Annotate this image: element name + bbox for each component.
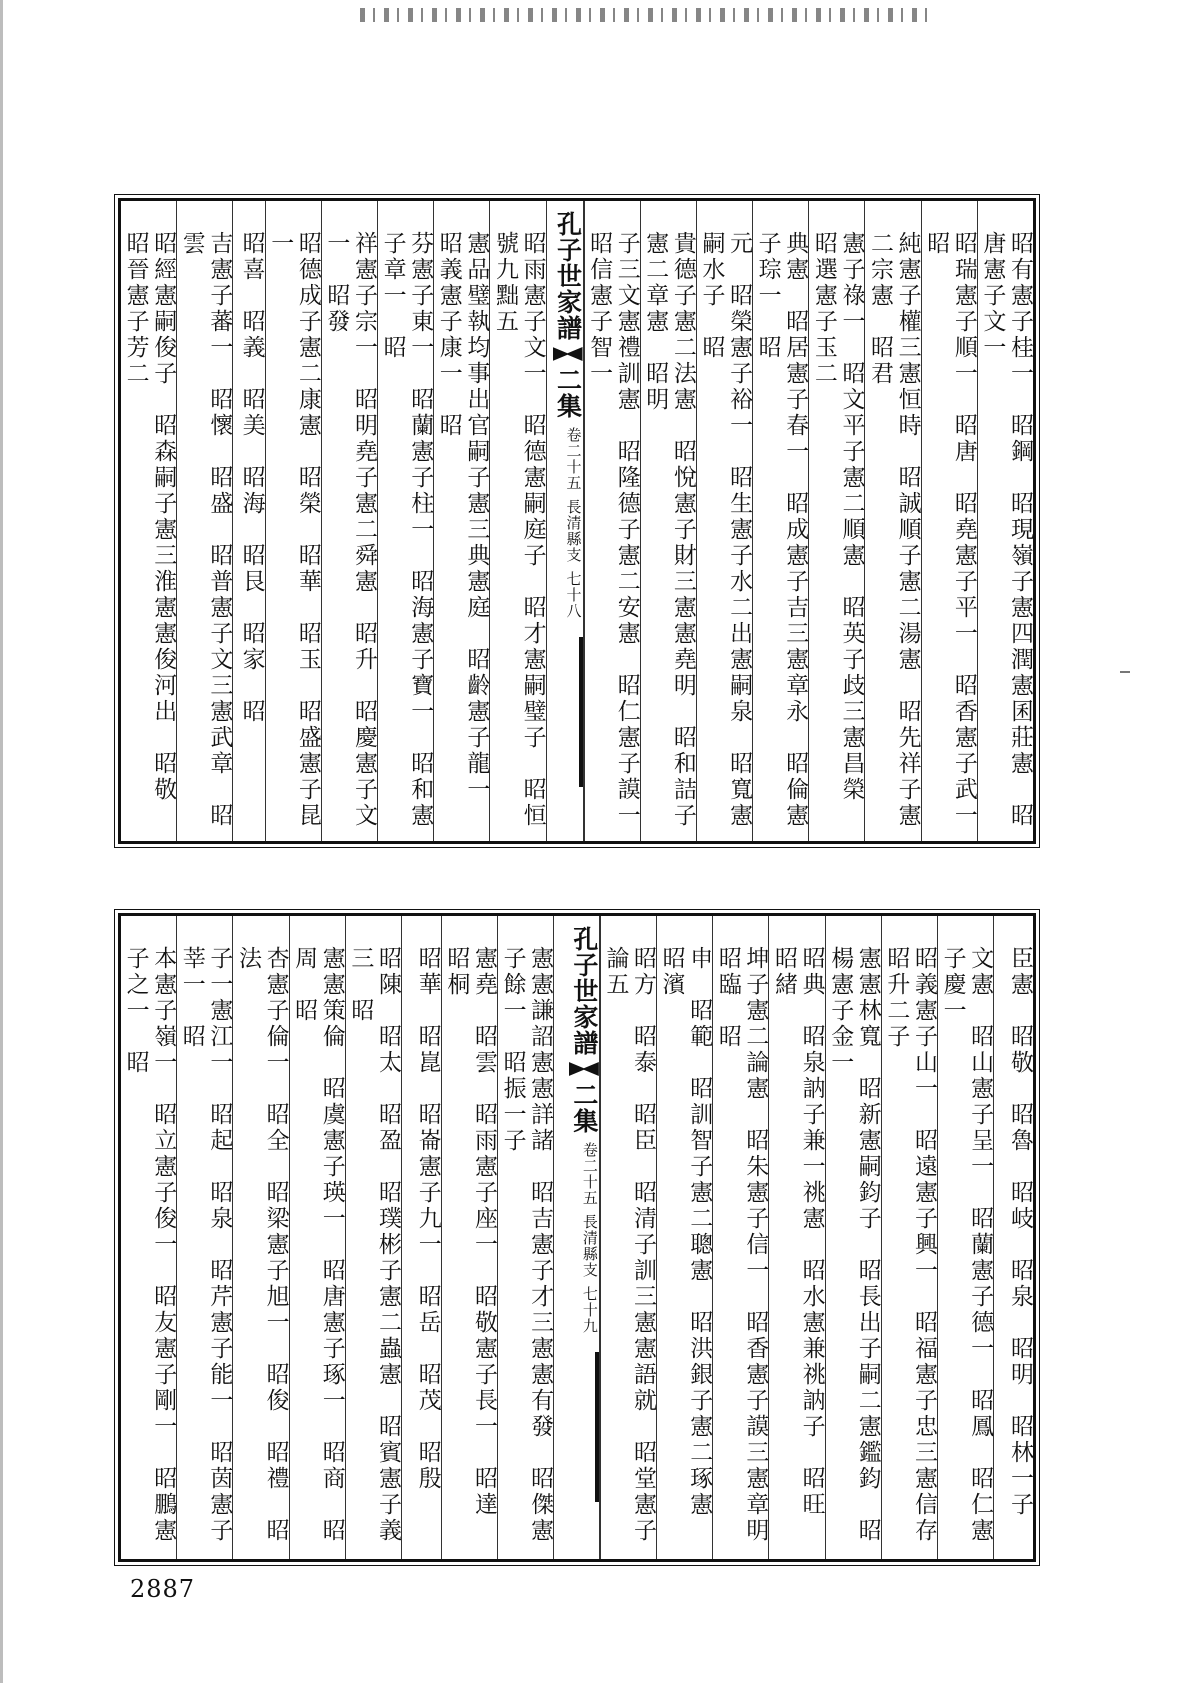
entry-column: 吉憲子蕃一 昭懷 昭盛 昭普憲子文三憲武章 昭雲 [176, 201, 232, 841]
entry-column: 申 昭範 昭訓智子憲二聰憲 昭洪銀子憲二琢憲 昭濱 [656, 916, 712, 1559]
book-title: 孔子世家譜 [569, 926, 599, 1056]
entry-column: 憲堯 昭雲 昭雨憲子座一 昭敬憲子長一 昭達 昭桐 [441, 916, 497, 1559]
center-header-top [546, 201, 584, 841]
entry-column: 昭典 昭泉訥子兼一祧憲 昭水憲兼祧訥子 昭旺 昭緒 [768, 916, 824, 1559]
scan-bleed-header [360, 8, 935, 22]
entry-column: 昭陳 昭太 昭盈 昭璞彬子憲二蟲憲 昭賓憲子義三 昭 [345, 916, 401, 1559]
collection-label: 二集 [569, 1082, 599, 1134]
entry-column: 子一憲江一 昭起 昭泉 昭芹憲子能一 昭茵憲子莘一 昭 [176, 916, 232, 1559]
leaf-number: 七十九 [580, 1286, 599, 1334]
entry-column: 昭雨憲子文一 昭德憲嗣庭子 昭才憲嗣璧子 昭恒號九黜五 [489, 201, 545, 841]
entry-column: 純憲子權三憲恒時 昭誠順子憲二湯憲 昭先祥子憲二宗憲 昭君 [864, 201, 920, 841]
volume-label: 卷二十五 [564, 427, 583, 491]
entry-column: 憲憲謙詔憲憲詳諸 昭吉憲子才三憲憲有發 昭傑憲子餘一 昭振一子 [497, 916, 553, 1559]
entry-column: 昭義憲子山一 昭遠憲子興一 昭福憲子忠三憲信存 昭升二子 [881, 916, 937, 1559]
entry-column: 臣憲 昭敬 昭魯 昭岐 昭泉 昭明 昭林一子 [993, 916, 1033, 1559]
entry-column: 貴德子憲二法憲 昭悅憲子財三憲憲堯明 昭和詰子憲二章憲 昭明 [640, 201, 696, 841]
entry-column: 本憲子嶺一 昭立憲子俊一 昭友憲子剛一 昭鵬憲子之一 昭 [122, 946, 177, 1544]
leaf-number: 七十八 [564, 571, 583, 619]
entry-column: 憲憲策倫 昭虞憲子瑛一 昭唐憲子琢一 昭商 昭周 昭 [289, 916, 345, 1559]
branch-label: 長清縣支 [564, 499, 583, 563]
entry-column: 昭華 昭崑 昭崙憲子九一 昭岳 昭茂 昭殷 [401, 916, 441, 1559]
entry-column: 憲子祿一 昭文平子憲二順憲 昭英子歧三憲昌榮 昭選憲子玉二 [808, 201, 864, 841]
fish-tail-mark [569, 1062, 599, 1076]
center-rule [579, 637, 583, 787]
entry-column: 昭瑞憲子順一 昭唐 昭堯憲子平一 昭香憲子武一 昭 [921, 201, 977, 841]
branch-label: 長清縣支 [580, 1214, 599, 1278]
center-header-bottom [553, 916, 600, 1559]
entry-column: 杏憲子倫一 昭全 昭梁憲子旭一 昭俊 昭禮 昭法 [232, 916, 288, 1559]
page-number: 2887 [130, 1575, 196, 1603]
entry-column: 芬憲子東一 昭蘭憲子柱一 昭海憲子寶一 昭和憲子章一 昭 [377, 201, 433, 841]
entry-column: 子三文憲禮訓憲 昭隆德子憲二安憲 昭仁憲子謨一 昭信憲子智一 [584, 201, 640, 841]
entry-column: 憲品璧執均事出官嗣子憲三典憲庭 昭齡憲子龍一 昭義憲子康一 昭 [433, 201, 489, 841]
center-rule [595, 1352, 599, 1502]
genealogy-page-top [118, 198, 1036, 855]
entry-column: 坤子憲二論憲 昭朱憲子信一 昭香憲子謨三憲章明 昭臨 昭 [712, 916, 768, 1559]
entry-column: 昭喜 昭義 昭美 昭海 昭艮 昭家 昭 [232, 201, 264, 841]
entry-column: 昭德成子憲二康憲 昭榮 昭華 昭玉 昭盛憲子昆一 [265, 201, 321, 841]
entry-column: 昭方 昭泰 昭臣 昭清子訓三憲憲語就 昭堂憲子論五 [600, 916, 656, 1559]
genealogy-page-bottom [118, 913, 1036, 1570]
column-grid-top [121, 201, 1033, 855]
column-grid-bottom [121, 916, 1033, 1570]
entry-column: 典憲 昭居憲子春一 昭成憲子吉三憲章永 昭倫憲子琮一 昭 [752, 201, 808, 841]
volume-label: 卷二十五 [580, 1142, 599, 1206]
scan-edge-line [0, 0, 3, 1683]
entry-column: 祥憲子宗一 昭明堯子憲二舜憲 昭升 昭慶憲子文一 昭發 [321, 201, 377, 841]
entry-column: 昭經憲嗣俊子 昭森嗣子憲三淮憲憲俊河出 昭敬 昭晉憲子芳二 [122, 231, 177, 829]
entry-column: 元 昭榮憲子裕一 昭生憲子水二出憲嗣泉 昭寬憲嗣水子 昭 [696, 201, 752, 841]
margin-tick [1120, 671, 1130, 673]
book-title: 孔子世家譜 [553, 211, 583, 341]
entry-column: 憲憲林寬 昭新憲嗣鈞子 昭長出子嗣二憲鑑鈞 昭楊憲子金一 [825, 916, 881, 1559]
entry-column: 文憲 昭山憲子呈一 昭蘭憲子德一 昭鳳 昭仁憲子慶一 [937, 916, 993, 1559]
entry-column: 昭有憲子桂一 昭鋼 昭現嶺子憲四潤憲囷莊憲 昭唐憲子文一 [977, 201, 1033, 841]
collection-label: 二集 [553, 367, 583, 419]
fish-tail-mark [553, 347, 583, 361]
